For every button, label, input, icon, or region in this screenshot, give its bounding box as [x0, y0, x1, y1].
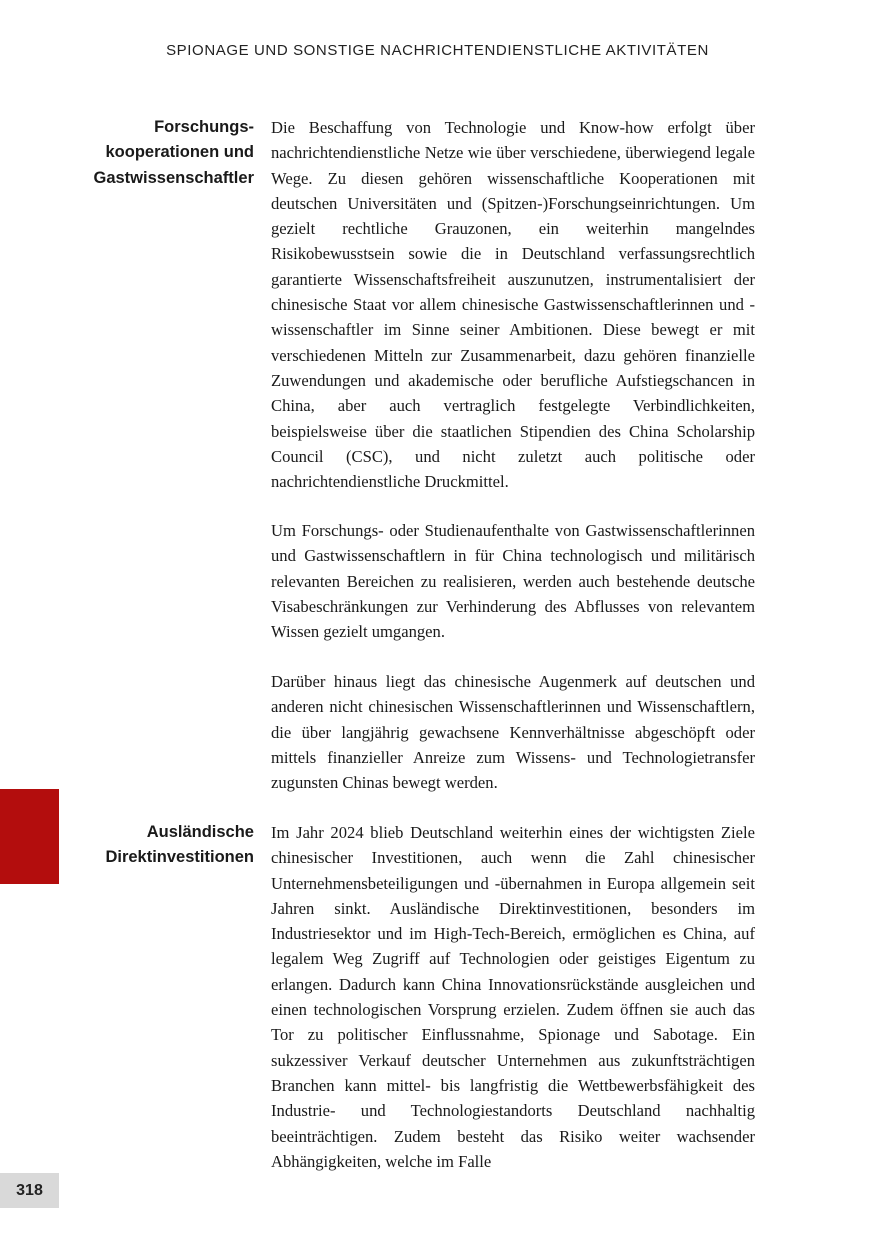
heading-line: Direktinvestitionen: [105, 848, 254, 867]
section-heading-foreign-investment: [40, 820, 254, 871]
heading-line: Gastwissenschaftler: [93, 168, 254, 187]
body-paragraph: Im Jahr 2024 blieb Deutschland weiterhin eines der wichtigsten Ziele chinesischer Investitionen, auch wenn die Zahl chinesischer Unternehmensbeteiligungen und -übernahmen in Europa allgemein seit Jahren sinkt. Ausländische Direktinvestitionen, besonders im Industriesektor und im High-Tech-Bereich, ermöglichen es China, auf legalem Weg Zugriff auf Technologien oder geistiges Eigentum zu erlangen. Dadurch kann China Innovationsrückstände ausgleichen und einen technologischen Vorsprung erzielen. Zudem öffnen sie auch das Tor zu politischer Einflussnahme, Spionage und Sabotage. Ein sukzessiver Verkauf deutscher Unternehmen aus zukunftsträchtigen Branchen kann mittel- bis langfristig die Wettbewerbsfähigkeit des Industrie- und Technologiestandorts Deutschland nachhaltig beeinträchtigen. Zudem besteht das Risiko weiter wachsender Abhängigkeiten, welche im Falle: [271, 823, 755, 1171]
body-paragraph: Darüber hinaus liegt das chinesische Augenmerk auf deutschen und anderen nicht chinesischen Wissenschaftlerinnen und Wissenschaftlern, die über langjährig gewachsene Kennverhältnisse abgeschöpft oder mittels finanzieller Anreize zum Wissens- und Technologietransfer zugunsten Chinas bewegt werden.: [271, 672, 755, 793]
page-number: 318: [0, 1173, 59, 1208]
section-heading-research-cooperation: [40, 115, 254, 191]
heading-line: Ausländische: [146, 823, 254, 841]
heading-line: Forschungs-: [154, 118, 254, 136]
body-paragraph: Um Forschungs- oder Studienaufenthalte von Gastwissenschaftlerinnen und Gastwissenschaftlern in für China technologisch und militärisch relevanten Bereichen zu realisieren, werden auch bestehende deutsche Visabeschränkungen zur Verhinderung des Abflusses von relevantem Wissen gezielt umgangen.: [271, 521, 755, 642]
body-paragraph: Die Beschaffung von Technologie und Know-how erfolgt über nachrichtendienstliche Netze wie über verschiedene, überwiegend legale Wege. Zu diesen gehören wissenschaftliche Kooperationen mit deutschen Universitäten und (Spitzen-)Forschungseinrichtungen. Um gezielt rechtliche Grauzonen, ein weiterhin mangelndes Risikobewusstsein sowie die in Deutschland verfassungsrechtlich garantierte Wissenschaftsfreiheit auszunutzen, instrumentalisiert der chinesische Staat vor allem chinesische Gastwissenschaftlerinnen und -wissenschaftler im Sinne seiner Ambitionen. Diese bewegt er mit verschiedenen Mitteln zur Zusammenarbeit, dazu gehören finanzielle Zuwendungen und akademische oder berufliche Aufstiegschancen in China, aber auch vertraglich festgelegte Verbindlichkeiten, beispielsweise über die staatlichen Stipendien des China Scholarship Council (CSC), und nicht zuletzt auch politische oder nachrichtendienstliche Druckmittel.: [271, 118, 755, 492]
heading-line: kooperationen und: [105, 143, 254, 162]
running-header: SPIONAGE UND SONSTIGE NACHRICHTENDIENSTLICHE AKTIVITÄTEN: [166, 42, 709, 59]
